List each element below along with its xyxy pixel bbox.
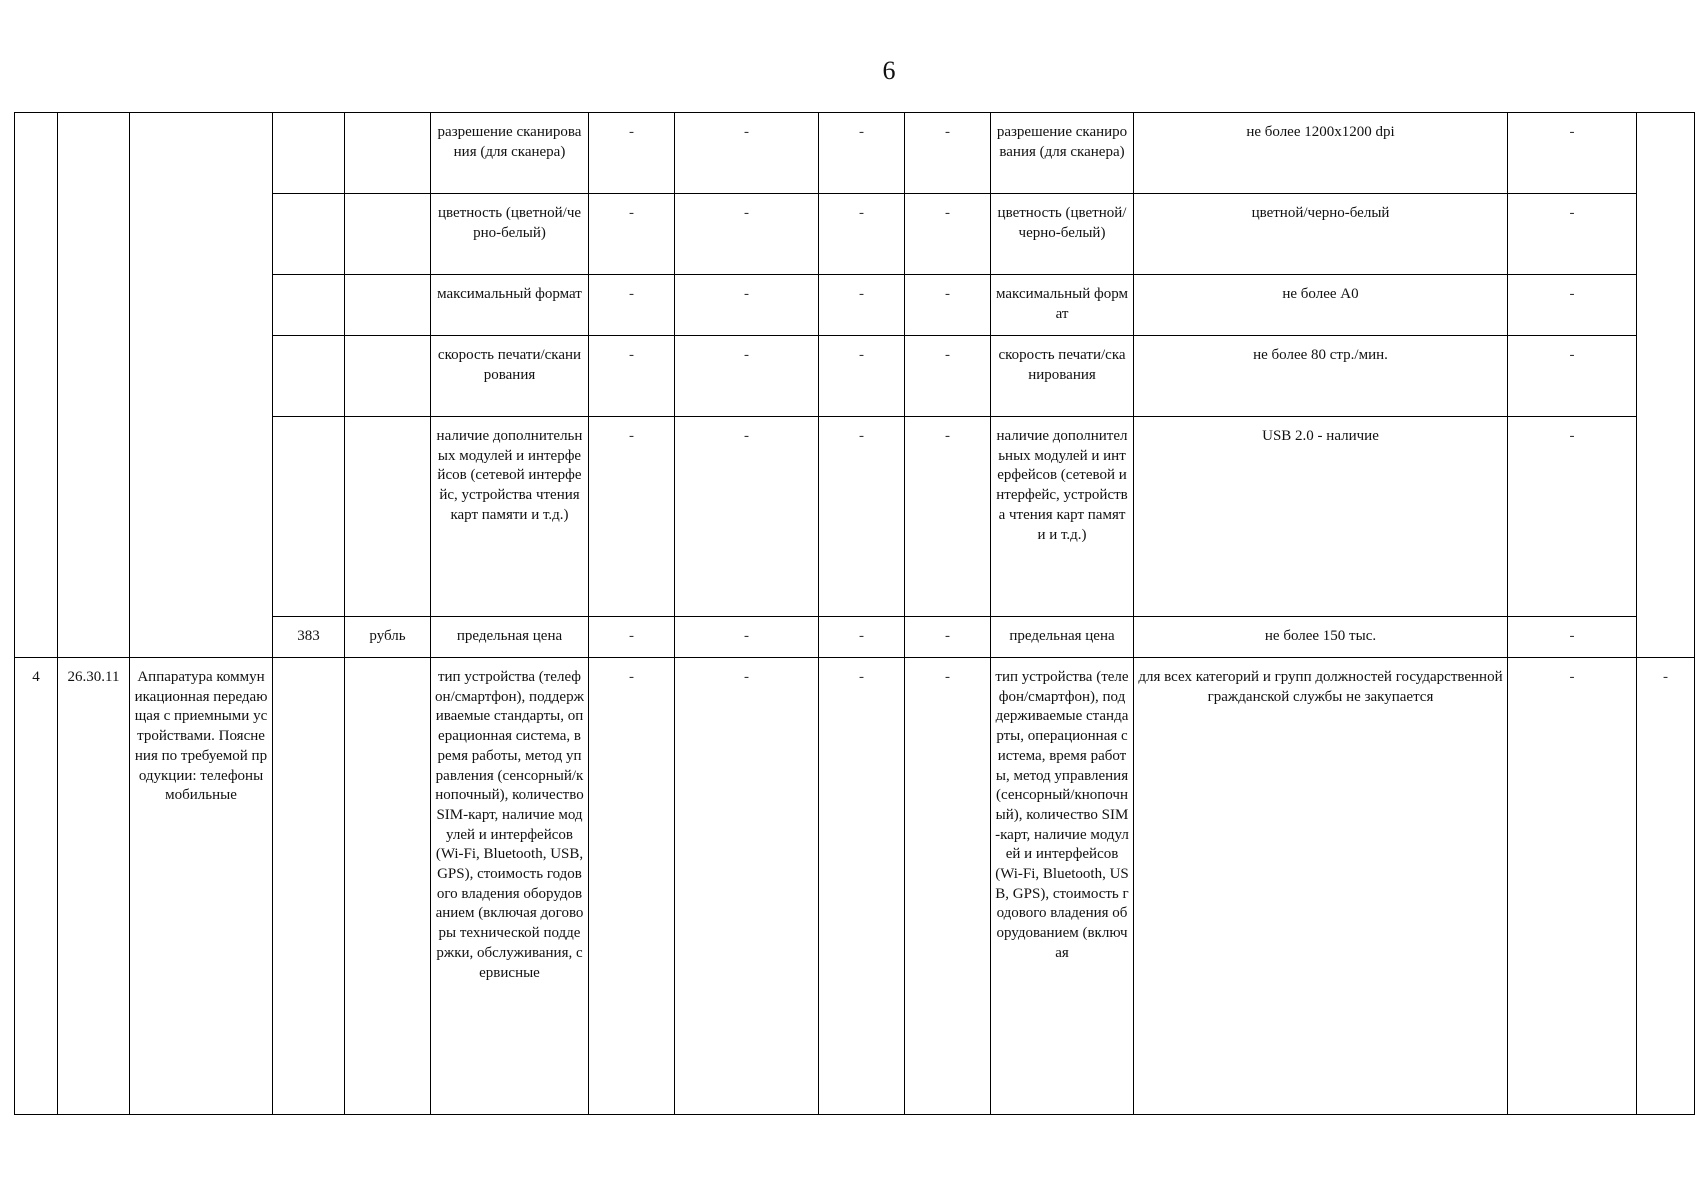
value-cell: - <box>905 617 991 658</box>
requirement-value-cell: не более 150 тыс. <box>1134 617 1508 658</box>
value-cell: - <box>819 194 905 275</box>
value-cell: - <box>819 658 905 1115</box>
unit-code-cell <box>273 113 345 194</box>
value-cell: - <box>589 417 675 617</box>
value-cell: - <box>589 336 675 417</box>
characteristic-cell: наличие дополнительных модулей и интерфейсов (сетевой интерфейс, устройства чтения карт памяти и т.д.) <box>431 417 589 617</box>
value-cell: - <box>675 336 819 417</box>
okpd-code-cell-cont <box>58 113 130 658</box>
unit-code-cell <box>273 336 345 417</box>
requirements-table <box>14 112 1695 1115</box>
value-cell: - <box>819 113 905 194</box>
value-cell: - <box>1508 113 1637 194</box>
characteristic-cell: предельная цена <box>991 617 1134 658</box>
value-cell: - <box>589 194 675 275</box>
characteristic-cell: разрешение сканирования (для сканера) <box>991 113 1134 194</box>
requirement-value-cell: не более 80 стр./мин. <box>1134 336 1508 417</box>
value-cell: - <box>1508 194 1637 275</box>
value-cell: - <box>905 275 991 336</box>
value-cell: - <box>1508 617 1637 658</box>
value-cell: - <box>905 336 991 417</box>
value-cell: - <box>819 617 905 658</box>
characteristic-cell: цветность (цветной/черно-белый) <box>431 194 589 275</box>
unit-name-cell <box>345 194 431 275</box>
value-cell: - <box>589 617 675 658</box>
unit-code-cell <box>273 658 345 1115</box>
table-row <box>15 658 1695 1115</box>
requirement-value-cell: для всех категорий и групп должностей государственной гражданской службы не закупается <box>1134 658 1508 1115</box>
requirement-value-cell: не более 1200x1200 dpi <box>1134 113 1508 194</box>
value-cell: - <box>675 617 819 658</box>
unit-name-cell <box>345 417 431 617</box>
value-cell: - <box>1637 658 1695 1115</box>
item-number-cell: 4 <box>15 658 58 1115</box>
characteristic-cell: тип устройства (телефон/смартфон), поддерживаемые стандарты, операционная система, время работы, метод управления (сенсорный/кнопочный), количество SIM-карт, наличие модулей и интерфейсов (Wi-Fi, Bluetooth, USB, GPS), стоимость годового владения оборудованием (включая <box>991 658 1134 1115</box>
unit-code-cell <box>273 194 345 275</box>
value-cell: - <box>1508 658 1637 1115</box>
unit-code-cell: 383 <box>273 617 345 658</box>
characteristic-cell: максимальный формат <box>991 275 1134 336</box>
value-cell: - <box>819 417 905 617</box>
unit-name-cell <box>345 275 431 336</box>
value-cell: - <box>819 275 905 336</box>
characteristic-cell: скорость печати/сканирования <box>991 336 1134 417</box>
value-cell: - <box>1508 275 1637 336</box>
value-cell: - <box>675 113 819 194</box>
value-cell: - <box>819 336 905 417</box>
value-cell: - <box>905 417 991 617</box>
value-cell: - <box>1508 417 1637 617</box>
characteristic-cell: скорость печати/сканирования <box>431 336 589 417</box>
page-number: 6 <box>882 56 896 85</box>
value-cell: - <box>589 275 675 336</box>
item-number-cell-cont <box>15 113 58 658</box>
value-cell: - <box>675 275 819 336</box>
characteristic-cell: цветность (цветной/черно-белый) <box>991 194 1134 275</box>
value-cell: - <box>589 658 675 1115</box>
requirement-value-cell: USB 2.0 - наличие <box>1134 417 1508 617</box>
characteristic-cell: максимальный формат <box>431 275 589 336</box>
unit-name-cell <box>345 658 431 1115</box>
product-name-cell: Аппаратура коммуникационная передающая с приемными устройствами. Пояснения по требуемой продукции: телефоны мобильные <box>130 658 273 1115</box>
characteristic-cell: наличие дополнительных модулей и интерфейсов (сетевой интерфейс, устройства чтения карт памяти и т.д.) <box>991 417 1134 617</box>
value-cell: - <box>1508 336 1637 417</box>
product-name-cell-cont <box>130 113 273 658</box>
requirement-value-cell: не более А0 <box>1134 275 1508 336</box>
value-cell: - <box>675 417 819 617</box>
table-row <box>15 113 1695 194</box>
characteristic-cell: разрешение сканирования (для сканера) <box>431 113 589 194</box>
extra-column-cell <box>1637 113 1695 658</box>
unit-name-cell: рубль <box>345 617 431 658</box>
value-cell: - <box>905 113 991 194</box>
characteristic-cell: предельная цена <box>431 617 589 658</box>
value-cell: - <box>905 658 991 1115</box>
okpd-code-cell: 26.30.11 <box>58 658 130 1115</box>
value-cell: - <box>675 658 819 1115</box>
requirement-value-cell: цветной/черно-белый <box>1134 194 1508 275</box>
unit-name-cell <box>345 113 431 194</box>
unit-name-cell <box>345 336 431 417</box>
value-cell: - <box>905 194 991 275</box>
characteristic-cell: тип устройства (телефон/смартфон), поддерживаемые стандарты, операционная система, время работы, метод управления (сенсорный/кнопочный), количество SIM-карт, наличие модулей и интерфейсов (Wi-Fi, Bluetooth, USB, GPS), стоимость годового владения оборудованием (включая договоры технической поддержки, обслуживания, сервисные <box>431 658 589 1115</box>
value-cell: - <box>675 194 819 275</box>
unit-code-cell <box>273 417 345 617</box>
unit-code-cell <box>273 275 345 336</box>
value-cell: - <box>589 113 675 194</box>
